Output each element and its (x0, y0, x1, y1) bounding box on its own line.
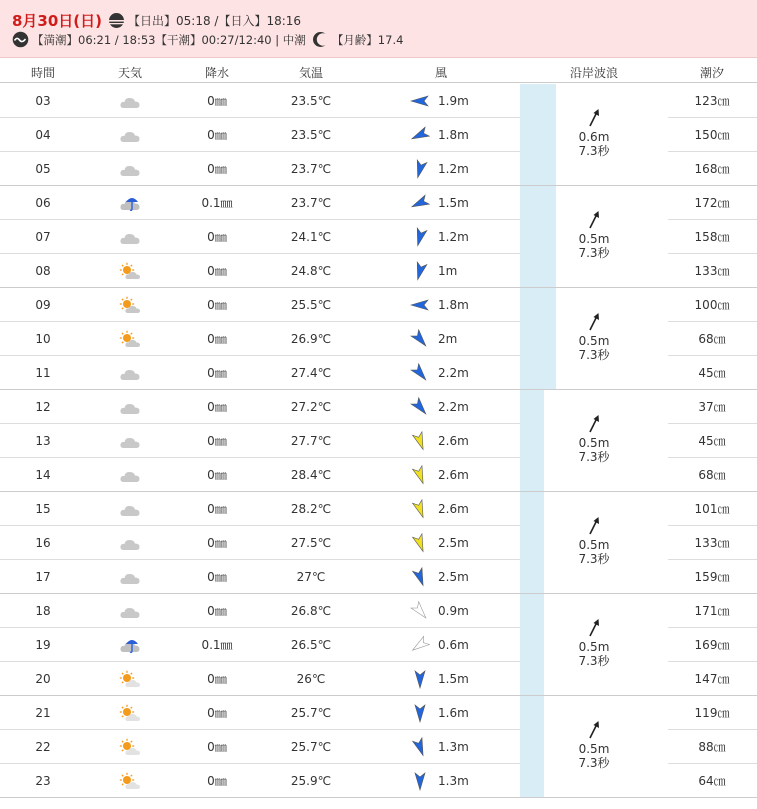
temp-cell: 26.9℃ (290, 332, 332, 346)
hour-cell: 03 (35, 94, 51, 108)
rain-icon (119, 193, 141, 213)
precip-cell: 0㎜ (207, 570, 227, 584)
wave-height-bar (520, 390, 544, 491)
hour-cell: 12 (35, 400, 51, 414)
hour-cell: 07 (35, 230, 51, 244)
precip-cell: 0㎜ (207, 468, 227, 482)
sun-cloud-light-icon (119, 703, 141, 723)
table-row (0, 526, 757, 560)
wave-direction-icon (587, 618, 601, 638)
tide-cell: 133㎝ (694, 264, 730, 278)
temp-cell: 27.4℃ (290, 366, 332, 380)
sunrise-icon (108, 12, 125, 29)
tide-cell: 171㎝ (694, 604, 730, 618)
wave-period: 7.3秒 (578, 246, 610, 260)
precip-cell: 0㎜ (207, 94, 227, 108)
temp-cell: 24.1℃ (290, 230, 332, 244)
wind-arrow-icon (410, 159, 430, 179)
row-divider (520, 797, 668, 798)
wave-height-bar (520, 288, 556, 389)
wind-arrow-icon (410, 533, 430, 553)
table-row (0, 356, 757, 390)
wave-period: 7.3秒 (578, 756, 610, 770)
tide-cell: 172㎝ (694, 196, 730, 210)
row-divider (0, 593, 520, 594)
table-row (0, 322, 757, 356)
tide-cell: 169㎝ (694, 638, 730, 652)
tide-icon (12, 31, 29, 48)
table-row (0, 730, 757, 764)
wave-direction-icon (587, 108, 601, 128)
row-divider (0, 457, 520, 458)
temp-cell: 26℃ (296, 672, 326, 686)
tide-cell: 68㎝ (698, 332, 726, 346)
tide-cell: 159㎝ (694, 570, 730, 584)
precip-cell: 0.1㎜ (201, 638, 233, 652)
col-weather: 天気 (117, 66, 143, 80)
wave-direction-icon (587, 312, 601, 332)
precip-cell: 0.1㎜ (201, 196, 233, 210)
wave-period: 7.3秒 (578, 654, 610, 668)
table-row (0, 662, 757, 696)
sun-cloud-icon (119, 295, 141, 315)
temp-cell: 24.8℃ (290, 264, 332, 278)
cloud-icon (119, 465, 141, 485)
header-row-tide (12, 31, 403, 48)
precip-cell: 0㎜ (207, 264, 227, 278)
wind-speed: 1.8m (438, 128, 469, 142)
wind-speed: 1.9m (438, 94, 469, 108)
tide-cell: 158㎝ (694, 230, 730, 244)
precip-cell: 0㎜ (207, 774, 227, 788)
precip-cell: 0㎜ (207, 230, 227, 244)
row-divider (668, 763, 757, 764)
row-divider (668, 287, 757, 288)
wind-arrow-icon (410, 669, 430, 689)
wave-direction-icon (587, 516, 601, 536)
row-divider (0, 287, 520, 288)
row-divider (0, 729, 520, 730)
temp-cell: 27.7℃ (290, 434, 332, 448)
cloud-icon (119, 91, 141, 111)
row-divider (668, 389, 757, 390)
moon-icon (312, 31, 329, 48)
hour-cell: 13 (35, 434, 51, 448)
wave-height: 0.5m (578, 538, 610, 552)
wind-arrow-icon (410, 227, 430, 247)
tide-cell: 123㎝ (694, 94, 730, 108)
wind-arrow-icon (410, 771, 430, 791)
precip-cell: 0㎜ (207, 162, 227, 176)
wave-cell (555, 618, 633, 668)
table-row (0, 560, 757, 594)
wind-speed: 1.3m (438, 740, 469, 754)
table-row (0, 628, 757, 662)
wave-height-bar (520, 696, 544, 797)
sun-cloud-light-icon (119, 771, 141, 791)
row-divider (668, 559, 757, 560)
row-divider (668, 321, 757, 322)
row-divider (0, 389, 520, 390)
row-divider (668, 253, 757, 254)
wind-speed: 0.9m (438, 604, 469, 618)
wind-speed: 1.5m (438, 672, 469, 686)
wave-period: 7.3秒 (578, 144, 610, 158)
wave-period: 7.3秒 (578, 552, 610, 566)
precip-cell: 0㎜ (207, 400, 227, 414)
wave-height: 0.5m (578, 436, 610, 450)
wind-speed: 1.6m (438, 706, 469, 720)
table-row (0, 152, 757, 186)
wind-speed: 2.2m (438, 400, 469, 414)
temp-cell: 27℃ (296, 570, 326, 584)
wind-arrow-icon (410, 295, 430, 315)
wind-speed: 2m (438, 332, 458, 346)
row-divider (668, 457, 757, 458)
wave-height-bar (520, 594, 544, 695)
row-divider (668, 627, 757, 628)
wave-direction-icon (587, 414, 601, 434)
table-row (0, 118, 757, 152)
cloud-icon (119, 431, 141, 451)
wind-speed: 2.5m (438, 536, 469, 550)
wind-arrow-icon (410, 261, 430, 281)
row-divider (668, 219, 757, 220)
table-row (0, 492, 757, 526)
wind-arrow-icon (410, 601, 430, 621)
temp-cell: 23.5℃ (290, 94, 332, 108)
row-divider (668, 151, 757, 152)
wave-cell (555, 210, 633, 260)
sun-times: 【日出】05:18 /【日入】18:16 (128, 14, 302, 28)
temp-cell: 23.7℃ (290, 162, 332, 176)
hour-cell: 10 (35, 332, 51, 346)
cloud-icon (119, 363, 141, 383)
col-wind: 風 (434, 66, 448, 80)
wind-speed: 2.6m (438, 468, 469, 482)
wind-speed: 1.8m (438, 298, 469, 312)
cloud-icon (119, 567, 141, 587)
row-divider (0, 355, 520, 356)
wave-direction-icon (587, 720, 601, 740)
row-divider (668, 525, 757, 526)
wind-arrow-icon (410, 703, 430, 723)
row-divider (0, 661, 520, 662)
row-divider (0, 117, 520, 118)
row-divider (0, 151, 520, 152)
row-divider (0, 559, 520, 560)
wave-height: 0.5m (578, 232, 610, 246)
sun-cloud-light-icon (119, 669, 141, 689)
temp-cell: 28.2℃ (290, 502, 332, 516)
wave-height: 0.5m (578, 334, 610, 348)
cloud-icon (119, 601, 141, 621)
hour-cell: 05 (35, 162, 51, 176)
cloud-icon (119, 499, 141, 519)
wind-speed: 1.2m (438, 162, 469, 176)
tide-cell: 45㎝ (698, 434, 726, 448)
tide-cell: 101㎝ (694, 502, 730, 516)
precip-cell: 0㎜ (207, 434, 227, 448)
row-divider (0, 797, 520, 798)
table-row (0, 186, 757, 220)
temp-cell: 25.5℃ (290, 298, 332, 312)
row-divider (0, 185, 520, 186)
column-header (0, 58, 757, 83)
wave-height: 0.5m (578, 640, 610, 654)
tide-cell: 100㎝ (694, 298, 730, 312)
tide-cell: 119㎝ (694, 706, 730, 720)
sun-cloud-icon (119, 329, 141, 349)
wind-arrow-icon (410, 567, 430, 587)
wave-cell (555, 516, 633, 566)
header-row-sun (12, 10, 301, 31)
precip-cell: 0㎜ (207, 298, 227, 312)
wave-cell (555, 414, 633, 464)
hour-cell: 22 (35, 740, 51, 754)
wind-arrow-icon (410, 363, 430, 383)
wind-arrow-icon (410, 635, 430, 655)
wind-arrow-icon (410, 125, 430, 145)
temp-cell: 25.7℃ (290, 740, 332, 754)
wind-speed: 0.6m (438, 638, 469, 652)
tide-cell: 168㎝ (694, 162, 730, 176)
row-divider (668, 593, 757, 594)
tide-cell: 37㎝ (698, 400, 726, 414)
row-divider (0, 525, 520, 526)
hour-cell: 08 (35, 264, 51, 278)
table-row (0, 764, 757, 798)
precip-cell: 0㎜ (207, 536, 227, 550)
wind-speed: 1.5m (438, 196, 469, 210)
col-precip: 降水 (204, 66, 230, 80)
tide-cell: 147㎝ (694, 672, 730, 686)
sun-cloud-icon (119, 261, 141, 281)
col-tide: 潮汐 (699, 66, 725, 80)
row-divider (668, 355, 757, 356)
precip-cell: 0㎜ (207, 604, 227, 618)
wave-cell (555, 108, 633, 158)
cloud-icon (119, 125, 141, 145)
row-divider (0, 253, 520, 254)
table-row (0, 458, 757, 492)
row-divider (0, 695, 520, 696)
row-divider (668, 797, 757, 798)
wind-arrow-icon (410, 465, 430, 485)
wind-speed: 1m (438, 264, 458, 278)
row-divider (0, 423, 520, 424)
wind-speed: 2.5m (438, 570, 469, 584)
wind-arrow-icon (410, 431, 430, 451)
precip-cell: 0㎜ (207, 706, 227, 720)
table-row (0, 390, 757, 424)
temp-cell: 23.7℃ (290, 196, 332, 210)
temp-cell: 28.4℃ (290, 468, 332, 482)
wave-height-bar (520, 492, 544, 593)
precip-cell: 0㎜ (207, 366, 227, 380)
table-row (0, 594, 757, 628)
wind-arrow-icon (410, 499, 430, 519)
hour-cell: 06 (35, 196, 51, 210)
cloud-icon (119, 533, 141, 553)
wind-speed: 2.6m (438, 502, 469, 516)
table-row (0, 696, 757, 730)
precip-cell: 0㎜ (207, 672, 227, 686)
row-divider (668, 185, 757, 186)
hour-cell: 14 (35, 468, 51, 482)
hour-cell: 04 (35, 128, 51, 142)
wave-direction-icon (587, 210, 601, 230)
temp-cell: 26.5℃ (290, 638, 332, 652)
wind-speed: 2.2m (438, 366, 469, 380)
wave-period: 7.3秒 (578, 450, 610, 464)
row-divider (0, 491, 520, 492)
wind-arrow-icon (410, 329, 430, 349)
row-divider (668, 423, 757, 424)
hour-cell: 17 (35, 570, 51, 584)
wind-speed: 2.6m (438, 434, 469, 448)
row-divider (668, 729, 757, 730)
temp-cell: 26.8℃ (290, 604, 332, 618)
tide-cell: 45㎝ (698, 366, 726, 380)
temp-cell: 25.7℃ (290, 706, 332, 720)
temp-cell: 27.5℃ (290, 536, 332, 550)
wave-period: 7.3秒 (578, 348, 610, 362)
table-row (0, 288, 757, 322)
precip-cell: 0㎜ (207, 332, 227, 346)
wind-speed: 1.2m (438, 230, 469, 244)
wave-height: 0.6m (578, 130, 610, 144)
rain-icon (119, 635, 141, 655)
tide-cell: 64㎝ (698, 774, 726, 788)
precip-cell: 0㎜ (207, 502, 227, 516)
hour-cell: 18 (35, 604, 51, 618)
hour-cell: 15 (35, 502, 51, 516)
hour-cell: 16 (35, 536, 51, 550)
sun-cloud-light-icon (119, 737, 141, 757)
table-row (0, 254, 757, 288)
row-divider (0, 627, 520, 628)
hour-cell: 21 (35, 706, 51, 720)
wave-height-bar (520, 186, 556, 287)
col-temp: 気温 (298, 66, 324, 80)
table-row (0, 220, 757, 254)
col-wave: 沿岸波浪 (569, 66, 619, 80)
wind-arrow-icon (410, 193, 430, 213)
temp-cell: 23.5℃ (290, 128, 332, 142)
temp-cell: 27.2℃ (290, 400, 332, 414)
col-time: 時間 (30, 66, 56, 80)
hour-cell: 20 (35, 672, 51, 686)
date-header (0, 0, 757, 58)
moon-age: 【月齢】17.4 (331, 32, 404, 47)
row-divider (0, 219, 520, 220)
precip-cell: 0㎜ (207, 740, 227, 754)
row-divider (0, 321, 520, 322)
wind-speed: 1.3m (438, 774, 469, 788)
hour-cell: 19 (35, 638, 51, 652)
row-divider (668, 661, 757, 662)
wave-height-bar (520, 84, 556, 185)
table-row (0, 424, 757, 458)
tide-cell: 150㎝ (694, 128, 730, 142)
wave-cell (555, 720, 633, 770)
cloud-icon (119, 159, 141, 179)
wind-arrow-icon (410, 737, 430, 757)
row-divider (0, 763, 520, 764)
tide-cell: 88㎝ (698, 740, 726, 754)
wind-arrow-icon (410, 397, 430, 417)
row-divider (668, 491, 757, 492)
cloud-icon (119, 227, 141, 247)
hour-cell: 09 (35, 298, 51, 312)
date-title: 8月30日(日) (12, 12, 103, 30)
temp-cell: 25.9℃ (290, 774, 332, 788)
precip-cell: 0㎜ (207, 128, 227, 142)
tide-cell: 68㎝ (698, 468, 726, 482)
cloud-icon (119, 397, 141, 417)
wave-cell (555, 312, 633, 362)
hour-cell: 11 (35, 366, 51, 380)
wind-arrow-icon (410, 91, 430, 111)
table-row (0, 84, 757, 118)
wave-height: 0.5m (578, 742, 610, 756)
tide-cell: 133㎝ (694, 536, 730, 550)
row-divider (668, 117, 757, 118)
row-divider (668, 695, 757, 696)
hour-cell: 23 (35, 774, 51, 788)
tide-times: 【満潮】06:21 / 18:53【干潮】00:27/12:40 | 中潮 (32, 32, 306, 47)
